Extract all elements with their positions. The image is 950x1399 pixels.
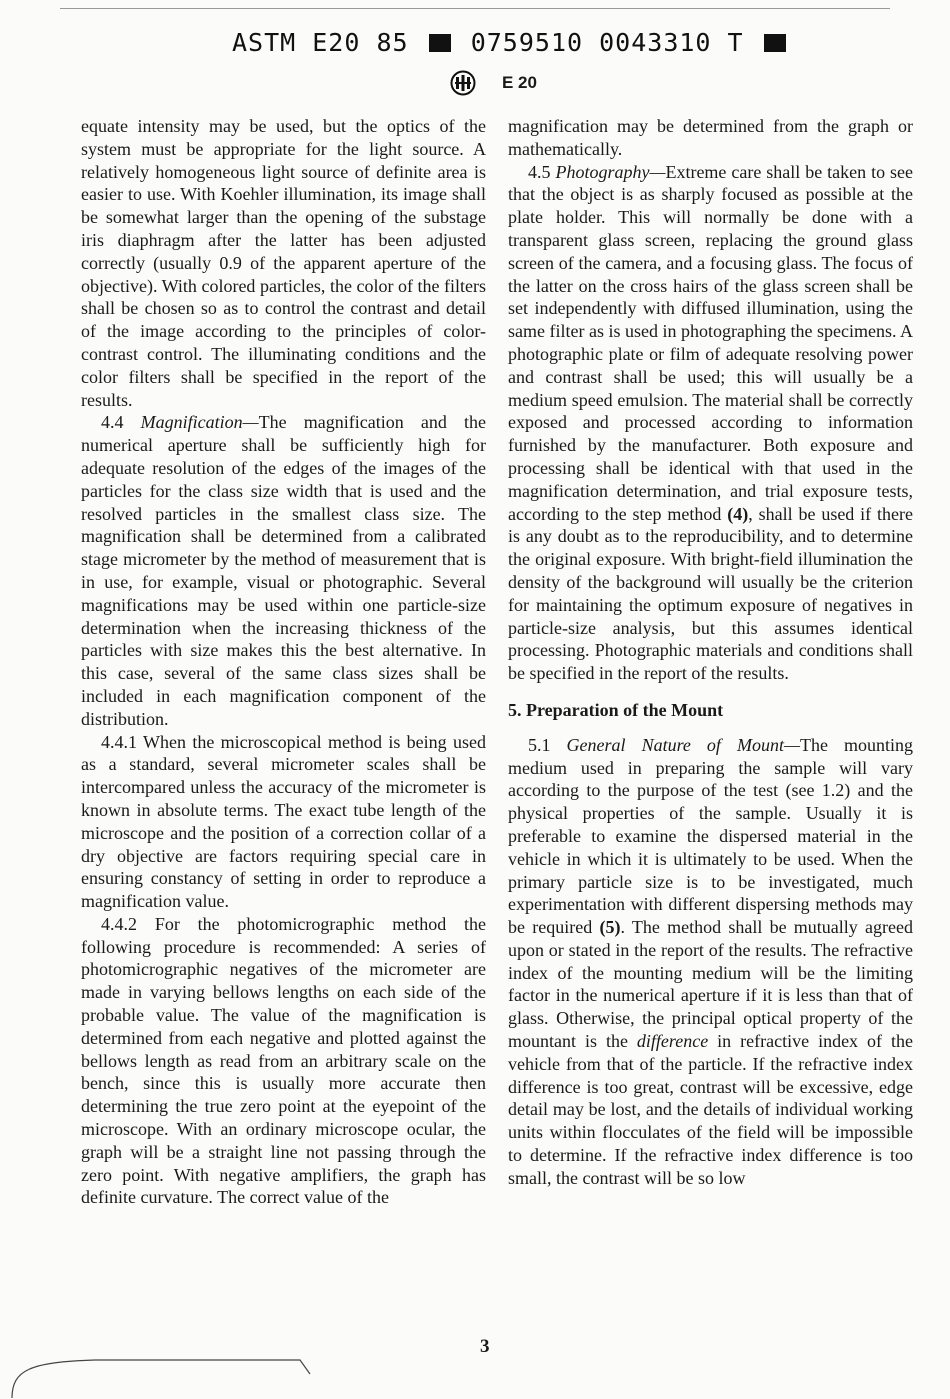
paragraph-4-4-1: 4.4.1 When the microscopical method is being used as a standard, several micrometer scales shall be intercompared unless the accuracy of the micrometer is known in absolute terms. The exact tube length of the microscope and the position of a correction collar of a dry objective are factors requiring special care in ensuring constancy of setting in order to reproduce a magnification value. — [81, 731, 486, 912]
astm-logo-icon — [450, 70, 476, 96]
black-block-mark — [429, 34, 451, 52]
section-heading-5: 5. Preparation of the Mount — [508, 699, 724, 720]
top-rule — [60, 8, 890, 9]
paragraph-4-4: 4.4 Magnification—The magnification and the numerical aperture shall be sufficiently high for adequate resolution of the edges of the images of the particles for the class size width that is used and the resolved particles in the smallest class size. The magnification shall be determined from a calibrated stage micrometer by the method of measurement that is in use, for example, visual or photographic. Several magnifications may be used within one particle-size determination when the increasing thickness of the particles with size makes this the best alternative. In this case, several of the same class sizes shall be included in each magnification component of the distribution. — [81, 412, 486, 729]
document-code-header — [232, 28, 792, 57]
document-number: 0759510 0043310 T — [470, 28, 744, 57]
paragraph-continuation-right: magnification may be determined from the graph or mathematically. — [508, 116, 913, 159]
paragraph-4-5: 4.5 Photography—Extreme care shall be taken to see that the object is as sharply focused as possible at the plate holder. This will normally be done with a transparent glass screen, replacing the ground glass screen of the camera, and a focusing glass. The focus of the latter on the cross hairs of the glass screen shall be set independently with diffused illumination, using the same filter as is used in photographing the specimens. A photographic plate or film of adequate resolving power and contrast shall be used; this will usually be a medium speed emulsion. The material shall be correctly exposed and processed according to information furnished by the manufacturer. Both exposure and processing shall be identical with that used in the magnification determination, and trial exposure tests, according to the step method (4), shall be used if there is any doubt as to the reproducibility, and to determine the original exposure. With bright-field illumination the density of the background will usually be the criterion for maintaining the optimum exposure of negatives in particle-size analysis, but this assumes identical processing. Photographic materials and conditions shall be specified in the report of the results. — [508, 161, 913, 684]
paragraph-continuation: equate intensity may be used, but the optics of the system must be appropriate for the light source. A relatively homogeneous light source of definite area is easier to use. With Koehler illumination, its image shall be somewhat larger than the opening of the substage iris diaphragm after the latter has been adjusted correctly (usually 0.9 of the apparent aperture of the objective). With colored particles, the color of the filters shall be chosen so as to control the contrast and detail of the image according to the principles of color-contrast control. The illuminating conditions and the color filters shall be specified in the report of the results. — [81, 116, 486, 410]
left-column — [81, 115, 486, 1209]
section-title-magnification: Magnification— — [140, 412, 259, 433]
black-block-mark-2 — [764, 34, 786, 52]
section-title-photography: Photography— — [555, 161, 666, 182]
scan-corner-mark — [0, 1340, 330, 1399]
paragraph-5-1: 5.1 General Nature of Mount—The mounting medium used in preparing the sample will vary according to the purpose of the test (see 1.2) and the physical properties of the sample. Usually it is preferable to examine the dispersed material in the vehicle in which it is ultimately to be used. When the primary particle size is to be investigated, much experimentation with different dispersing methods may be required (5). The method shall be mutually agreed upon or stated in the report of the results. The refractive index of the mounting medium will be the limiting factor in the numerical aperture if it is less than that of glass. Otherwise, the principal optical property of the mountant is the difference in refractive index of the vehicle from that of the particle. If the refractive index difference is too great, contrast will be excessive, edge detail may be lost, and the details of individual working units within flocculates of the field will be impossible to determine. If the refractive index difference is too small, the contrast will be so low — [508, 734, 913, 1188]
paragraph-4-4-2: 4.4.2 For the photomicrographic method the following procedure is recommended: A series of photomicrographic negatives of the micrometer are made in varying bellows lengths on each side of the probable value. The value of the magnification is determined from each negative and plotted against the bellows length as read from an arbitrary scale on the bench, since this is usually more accurate then determining the true zero point at the eyepoint of the microscope. With an ordinary microscope ocular, the graph will be a straight line not passing through the zero point. With negative amplifiers, the graph has definite curvature. The correct value of the — [81, 913, 486, 1208]
standard-designation — [450, 70, 537, 96]
page-number: 3 — [480, 1336, 490, 1357]
reference-5: (5) — [599, 917, 621, 938]
emphasis-difference: difference — [636, 1031, 709, 1052]
standard-label: E 20 — [502, 73, 537, 92]
reference-4: (4) — [727, 503, 749, 524]
right-column — [508, 115, 913, 1190]
astm-code: ASTM E20 85 — [232, 28, 409, 57]
section-title-general-nature: General Nature of Mount— — [566, 734, 800, 755]
